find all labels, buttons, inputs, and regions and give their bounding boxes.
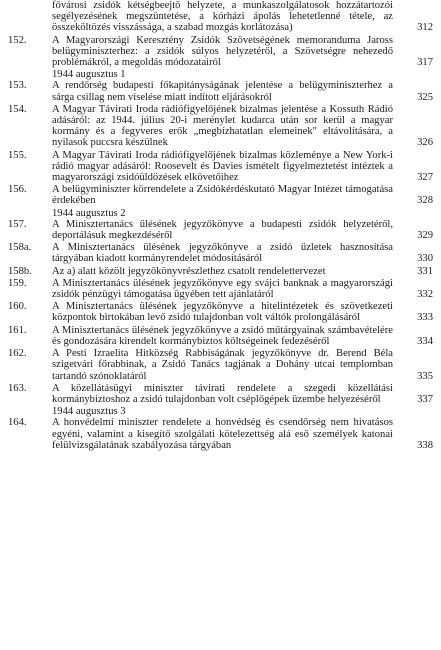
toc-entry xyxy=(0,35,441,69)
toc-entry xyxy=(0,325,441,347)
toc-entry xyxy=(0,104,441,149)
page-number: 327 xyxy=(417,172,433,184)
toc-entry xyxy=(0,184,441,206)
entry-number: 157. xyxy=(8,218,27,230)
entry-number: 158a. xyxy=(8,242,32,254)
toc-entry xyxy=(0,417,441,451)
page-number: 331 xyxy=(417,265,433,277)
entry-number: 163. xyxy=(8,382,27,394)
page-number: 326 xyxy=(417,137,433,149)
date-heading: 1944 augusztus 2 xyxy=(52,207,126,219)
toc-entry xyxy=(0,301,441,323)
entry-number: 160. xyxy=(8,301,27,313)
date-heading: 1944 augusztus 1 xyxy=(52,69,126,81)
entry-description: A Minisztertanács ülésének jegyzőkönyve a budapesti zsidók helyzetéről, deportálásuk megkezdéséről xyxy=(52,218,393,242)
entry-description: A Magyar Távirati Iroda rádiófigyelőjének bizalmas jelentése a Kossuth Rádió adásáról: az 1944. július 20-i merénylet kudarca után sor kerül a magyar kormány és a fegyveres erők „megbízhatatlan elemeinek" eltávolítására, a nyilasok puccsra készülnek xyxy=(52,103,393,149)
entry-description: A Minisztertanács ülésének jegyzőkönyve a zsidó üzletek hasznosítása tárgyában kiadott kormányrendelet módosításáról xyxy=(52,242,393,265)
toc-entry xyxy=(0,80,441,102)
entry-number: 152. xyxy=(8,34,27,46)
page-number: 325 xyxy=(417,91,433,103)
toc-entry xyxy=(0,219,441,241)
toc-entry xyxy=(0,383,441,405)
entry-description: A Minisztertanács ülésének jegyzőkönyve a hitelintézetek és szövetkezeti központok birtokában levő zsidó tulajdonban volt váltók prolongálásáról xyxy=(52,301,393,324)
page-number: 335 xyxy=(417,370,433,382)
entry-number: 156. xyxy=(8,184,27,196)
entry-description: A honvédelmi miniszter rendelete a honvédség és csendőrség nem hivatásos egyéni, valamint a kisegítő szolgálati kötelezettség alá eső személyek katonai felülvizsgálatának szabályozása tárgyában xyxy=(52,417,393,451)
page-number: 337 xyxy=(417,393,433,405)
page-number: 317 xyxy=(417,57,433,69)
page-number: 329 xyxy=(417,230,433,242)
entry-description: Az a) alatt közölt jegyzőkönyvrészlethez csatolt rendelettervezet xyxy=(52,265,326,277)
toc-entry xyxy=(0,266,441,277)
page-number: 328 xyxy=(417,195,433,207)
page-number: 330 xyxy=(417,253,433,265)
page-number: 332 xyxy=(417,289,433,301)
toc-entry xyxy=(0,278,441,300)
entry-description: fővárosi zsidók kétségbeejtő helyzete, a munkaszolgálatosok hozzátartozói segélyezésének megszüntetése, a kórházi ápolás lehetetlenné tétele, az összeköltözés visszássága, a szabad mozgás korlátozása) xyxy=(52,0,393,34)
entry-description: A rendőrség budapesti főkapitányságának jelentése a belügyminiszterhez a sárga csillag nem viselése miatt indított eljárásokról xyxy=(52,80,393,103)
entry-description: A közellátásügyi miniszter távirati rendelete a szegedi közellátási kormánybiztoshoz a zsidó tulajdonban volt cséplőgépek üzembe helyezéséről xyxy=(52,382,393,405)
entry-number: 162. xyxy=(8,348,27,360)
toc-entry xyxy=(0,150,441,184)
entry-description: A Magyarországi Keresztény Zsidók Szövetségének memoranduma Jaross belügyminiszterhez: a zsidók súlyos helyzetéről, a Szövetségre nehezedő problémákról, a megoldás módozatairól xyxy=(52,34,393,69)
toc-entry xyxy=(0,242,441,264)
page-number: 312 xyxy=(417,22,433,34)
entry-description: A Pesti Izraelita Hitközség Rabbiságának jegyzőkönyve dr. Berend Béla szigetvári főrabbinak, a Zsidó Tanács tagjának a Dohány utcai templomban tartandó szónoklatáról xyxy=(52,348,393,382)
entry-number: 161. xyxy=(8,324,27,336)
page-number: 338 xyxy=(417,439,433,451)
entry-description: A Minisztertanács ülésének jegyzőkönyve a zsidó műtárgyainak számbavételére és gondozására kirendelt kormánybiztos költségeinek fedezéséről xyxy=(52,324,393,347)
entry-number: 154. xyxy=(8,103,27,115)
toc-entry xyxy=(0,0,441,34)
entry-description: A Magyar Távirati Iroda rádiófigyelőjének bizalmas közleménye a New York-i rádió magyar adásáról: Roosevelt és Davies ismételt figyelmeztetést intéztek a magyarországi zsidóüldözések elkövetőihez xyxy=(52,149,393,184)
entry-number: 164. xyxy=(8,417,27,429)
date-heading: 1944 augusztus 3 xyxy=(52,406,126,418)
page-number: 333 xyxy=(417,312,433,324)
toc-entry xyxy=(0,348,441,382)
entry-number: 158b. xyxy=(8,265,32,277)
entry-number: 153. xyxy=(8,80,27,92)
entry-description: A Minisztertanács ülésének jegyzőkönyve egy svájci banknak a magyarországi zsidók pénzügyi támogatása ügyében tett ajánlatáról xyxy=(52,277,393,301)
page-number: 334 xyxy=(417,335,433,347)
entry-description: A belügyminiszter körrendelete a Zsidókérdéskutató Magyar Intézet támogatása érdekében xyxy=(52,184,393,207)
entry-number: 159. xyxy=(8,277,27,289)
entry-number: 155. xyxy=(8,149,27,161)
